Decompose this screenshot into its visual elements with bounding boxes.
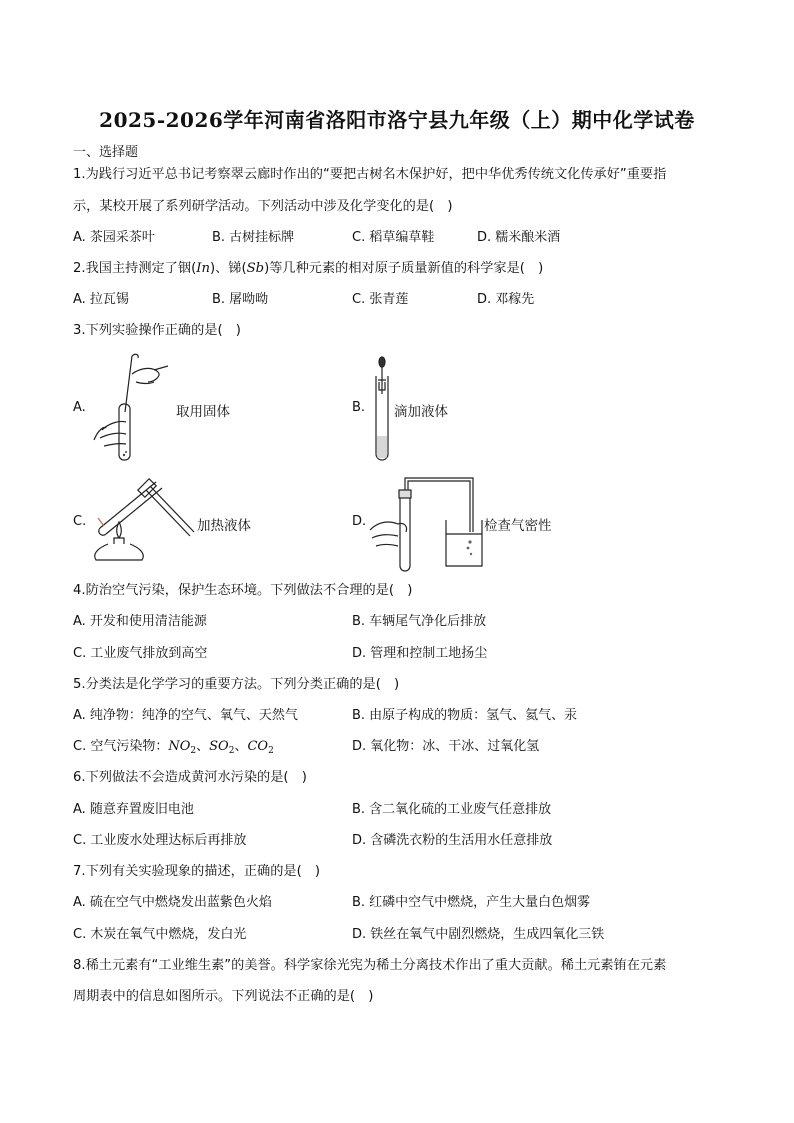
q2-stem-post: )等几种元素的相对原子质量新值的科学家是( ) [264, 261, 544, 276]
exam-title: 2025-2026学年河南省洛阳市洛宁县九年级（上）期中化学试卷 [99, 108, 695, 132]
q8-stem-line1: 8.稀土元素有“工业维生素”的美誉。科学家徐光宪为稀土分离技术作出了重大贡献。稀土元素铕在元素 [73, 958, 667, 973]
dropper-test-tube-illustration [370, 356, 394, 462]
q2-stem-mid: )、锑( [209, 261, 247, 276]
q6-option-b: B. 含二氧化硫的工业废气任意排放 [352, 802, 552, 817]
q3-option-c-caption: 加热液体 [197, 518, 251, 534]
formula-so2: $SO_2$ [209, 739, 235, 756]
q3-option-d-caption: 检查气密性 [484, 518, 552, 534]
q3-option-d-letter: D. [352, 514, 367, 529]
q7-option-a: A. 硫在空气中燃烧发出蓝紫色火焰 [73, 895, 272, 910]
test-tube-solid-illustration [92, 352, 172, 464]
q5-option-a: A. 纯净物：纯净的空气、氧气、天然气 [73, 708, 298, 723]
q1-option-c: C. 稻草编草鞋 [352, 230, 435, 245]
q6-option-c: C. 工业废水处理达标后再排放 [73, 833, 247, 848]
q7-option-b: B. 红磷中空气中燃烧，产生大量白色烟雾 [352, 895, 591, 910]
section-heading: 一、选择题 [73, 145, 139, 160]
q1-stem-line1: 1.为践行习近平总书记考察翠云廊时作出的“要把古树名木保护好，把中华优秀传统文化传承好”重要指 [73, 167, 667, 182]
q2-stem [73, 260, 543, 278]
q5-option-d: D. 氧化物：冰、干冰、过氧化氢 [352, 739, 540, 754]
q3-option-b-caption: 滴加液体 [394, 404, 448, 420]
q6-stem: 6.下列做法不会造成黄河水污染的是( ) [73, 770, 307, 785]
q5-stem: 5.分类法是化学学习的重要方法。下列分类正确的是( ) [73, 677, 400, 692]
q4-option-a: A. 开发和使用清洁能源 [73, 614, 207, 629]
q4-option-c: C. 工业废气排放到高空 [73, 646, 208, 661]
q3-stem: 3.下列实验操作正确的是( ) [73, 323, 241, 338]
q2-option-c: C. 张青莲 [352, 292, 409, 307]
q4-option-d: D. 管理和控制工地扬尘 [352, 646, 488, 661]
q3-option-c-letter: C. [73, 514, 87, 529]
q5-option-c-prefix: C. 空气污染物： [73, 739, 169, 754]
formula-co2: $CO_2$ [247, 739, 274, 756]
q2-option-a: A. 拉瓦锡 [73, 292, 129, 307]
q4-stem: 4.防治空气污染，保护生态环境。下列做法不合理的是( ) [73, 583, 413, 598]
q5-option-c: C. 空气污染物：$NO_2$、$SO_2$、$CO_2$ [73, 739, 274, 756]
q7-stem: 7.下列有关实验现象的描述，正确的是( ) [73, 864, 321, 879]
q2-stem-pre: 2.我国主持测定了铟( [73, 261, 197, 276]
airtightness-check-illustration [368, 472, 488, 570]
q4-option-b: B. 车辆尾气净化后排放 [352, 614, 487, 629]
q7-option-d: D. 铁丝在氧气中剧烈燃烧，生成四氧化三铁 [352, 927, 605, 942]
q7-option-c: C. 木炭在氧气中燃烧，发白光 [73, 927, 247, 942]
q1-stem-line2: 示，某校开展了系列研学活动。下列活动中涉及化学变化的是( ) [73, 199, 453, 214]
q2-option-b: B. 屠呦呦 [212, 292, 269, 307]
q3-option-b-letter: B. [352, 400, 366, 415]
formula-no2: $NO_2$ [168, 739, 197, 756]
q6-option-d: D. 含磷洗衣粉的生活用水任意排放 [352, 833, 553, 848]
q8-stem-line2: 周期表中的信息如图所示。下列说法不正确的是( ) [73, 989, 374, 1004]
q1-option-d: D. 糯米酿米酒 [477, 230, 561, 245]
q2-symbol-antimony: Sb [246, 261, 265, 276]
q3-option-a-caption: 取用固体 [176, 404, 230, 420]
q2-option-d: D. 邓稼先 [477, 292, 535, 307]
q1-option-a: A. 茶园采茶叶 [73, 230, 155, 245]
q3-option-a-letter: A. [73, 400, 86, 415]
q1-option-b: B. 古树挂标牌 [212, 230, 295, 245]
alcohol-lamp-heating-illustration [86, 474, 196, 570]
q5-option-b: B. 由原子构成的物质：氢气、氦气、汞 [352, 708, 578, 723]
q2-symbol-indium: In [196, 261, 210, 276]
q6-option-a: A. 随意弃置废旧电池 [73, 802, 194, 817]
